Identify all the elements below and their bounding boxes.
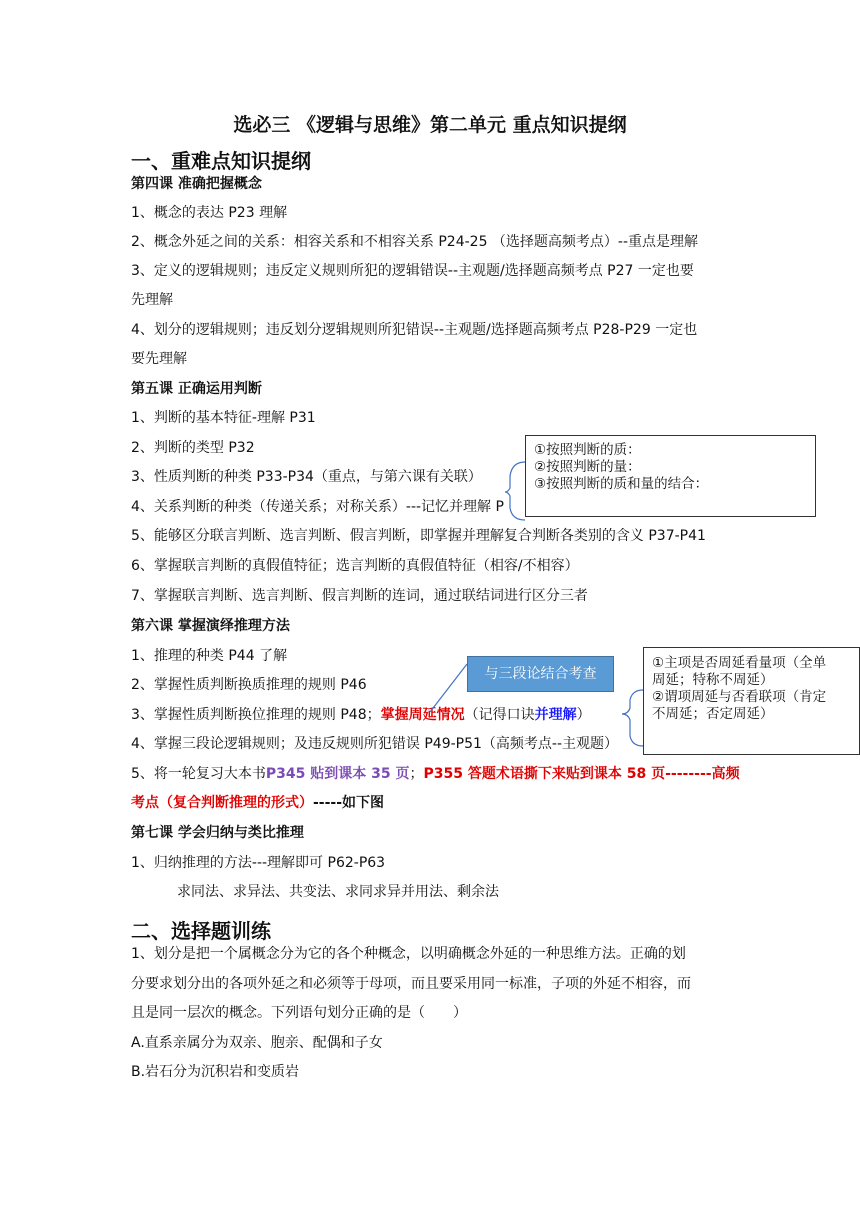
lesson6-heading: 第六课 掌握演绎推理方法 xyxy=(131,618,290,634)
lesson5-item: 7、掌握联言判断、选言判断、假言判断的连词，通过联结词进行区分三者 xyxy=(131,588,588,604)
lesson7-item: 求同法、求异法、共变法、求同求异并用法、剩余法 xyxy=(177,884,499,900)
lesson7-heading: 第七课 学会归纳与类比推理 xyxy=(131,825,304,841)
note-line: ③按照判断的质和量的结合： xyxy=(534,476,709,492)
lesson4-item: 先理解 xyxy=(131,292,173,308)
question-line: 1、划分是把一个属概念分为它的各个种概念，以明确概念外延的一种思维方法。正确的划 xyxy=(131,946,686,962)
highlight: 考点（复合判断推理的形式） xyxy=(131,795,313,811)
section-heading-1: 一、重难点知识提纲 xyxy=(131,149,311,173)
text: 5、将一轮复习大本书 xyxy=(131,766,266,782)
option-b: B.岩石分为沉积岩和变质岩 xyxy=(131,1064,300,1080)
highlight: P345 贴到课本 35 页 xyxy=(265,766,410,782)
note-line: 周延；特称不周延） xyxy=(652,672,774,688)
highlight: 掌握周延情况 xyxy=(380,707,465,723)
highlight: 并理解 xyxy=(534,707,577,723)
lesson4-item: 1、概念的表达 P23 理解 xyxy=(131,205,288,221)
lesson5-item: 2、判断的类型 P32 xyxy=(131,440,255,456)
lesson5-item: 6、掌握联言判断的真假值特征；选言判断的真假值特征（相容/不相容） xyxy=(131,558,579,574)
lesson5-item: 5、能够区分联言判断、选言判断、假言判断，即掌握并理解复合判断各类别的含义 P37-P41 xyxy=(131,528,706,544)
lesson5-item: 4、关系判断的种类（传递关系；对称关系）---记忆并理解 P xyxy=(131,499,504,515)
text: 3、掌握性质判断换位推理的规则 P48； xyxy=(131,707,381,723)
note-line: ②谓项周延与否看联项（肯定 xyxy=(652,689,827,705)
lesson6-item: 1、推理的种类 P44 了解 xyxy=(131,648,288,664)
question-line: 分要求划分出的各项外延之和必须等于母项，而且要采用同一标准，子项的外延不相容，而 xyxy=(131,976,691,992)
lesson4-item: 3、定义的逻辑规则；违反定义规则所犯的逻辑错误--主观题/选择题高频考点 P27 一定也要 xyxy=(131,263,694,279)
lesson5-heading: 第五课 正确运用判断 xyxy=(131,381,262,397)
note-line: ②按照判断的量： xyxy=(534,459,641,475)
text: ） xyxy=(576,707,591,723)
lesson5-item: 3、性质判断的种类 P33-P34（重点，与第六课有关联） xyxy=(131,469,482,485)
syllogism-callout: 与三段论结合考查 xyxy=(467,656,614,692)
page-title: 选必三 《逻辑与思维》第二单元 重点知识提纲 xyxy=(233,114,627,136)
note-line: ①主项是否周延看量项（全单 xyxy=(652,655,827,671)
option-a: A.直系亲属分为双亲、胞亲、配偶和子女 xyxy=(131,1035,383,1051)
text: -----如下图 xyxy=(313,795,385,811)
question-line: 且是同一层次的概念。下列语句划分正确的是（ ） xyxy=(131,1005,467,1021)
lesson4-item: 4、划分的逻辑规则；违反划分逻辑规则所犯错误--主观题/选择题高频考点 P28-P29 一定也 xyxy=(131,322,698,338)
text: （记得口诀 xyxy=(464,707,535,723)
brace-distribution xyxy=(622,690,643,746)
lesson4-item: 2、概念外延之间的关系：相容关系和不相容关系 P24-25 （选择题高频考点）--重点是理解 xyxy=(131,234,699,250)
lesson7-item: 1、归纳推理的方法---理解即可 P62-P63 xyxy=(131,855,386,871)
lesson6-item: 4、掌握三段论逻辑规则；及违反规则所犯错误 P49-P51（高频考点--主观题） xyxy=(131,736,619,752)
lesson4-item: 要先理解 xyxy=(131,351,187,367)
text: ； xyxy=(409,766,424,782)
lesson5-item: 1、判断的基本特征-理解 P31 xyxy=(131,410,316,426)
lesson6-item: 2、掌握性质判断换质推理的规则 P46 xyxy=(131,677,367,693)
note-line: 不周延；否定周延） xyxy=(652,706,774,722)
section-heading-2: 二、选择题训练 xyxy=(131,919,271,943)
callout-line xyxy=(430,664,467,712)
highlight: P355 答题术语撕下来贴到课本 58 页--------高频 xyxy=(423,766,740,782)
note-line: ①按照判断的质： xyxy=(534,442,641,458)
brace-judgment xyxy=(505,462,525,520)
lesson4-heading: 第四课 准确把握概念 xyxy=(131,176,262,192)
